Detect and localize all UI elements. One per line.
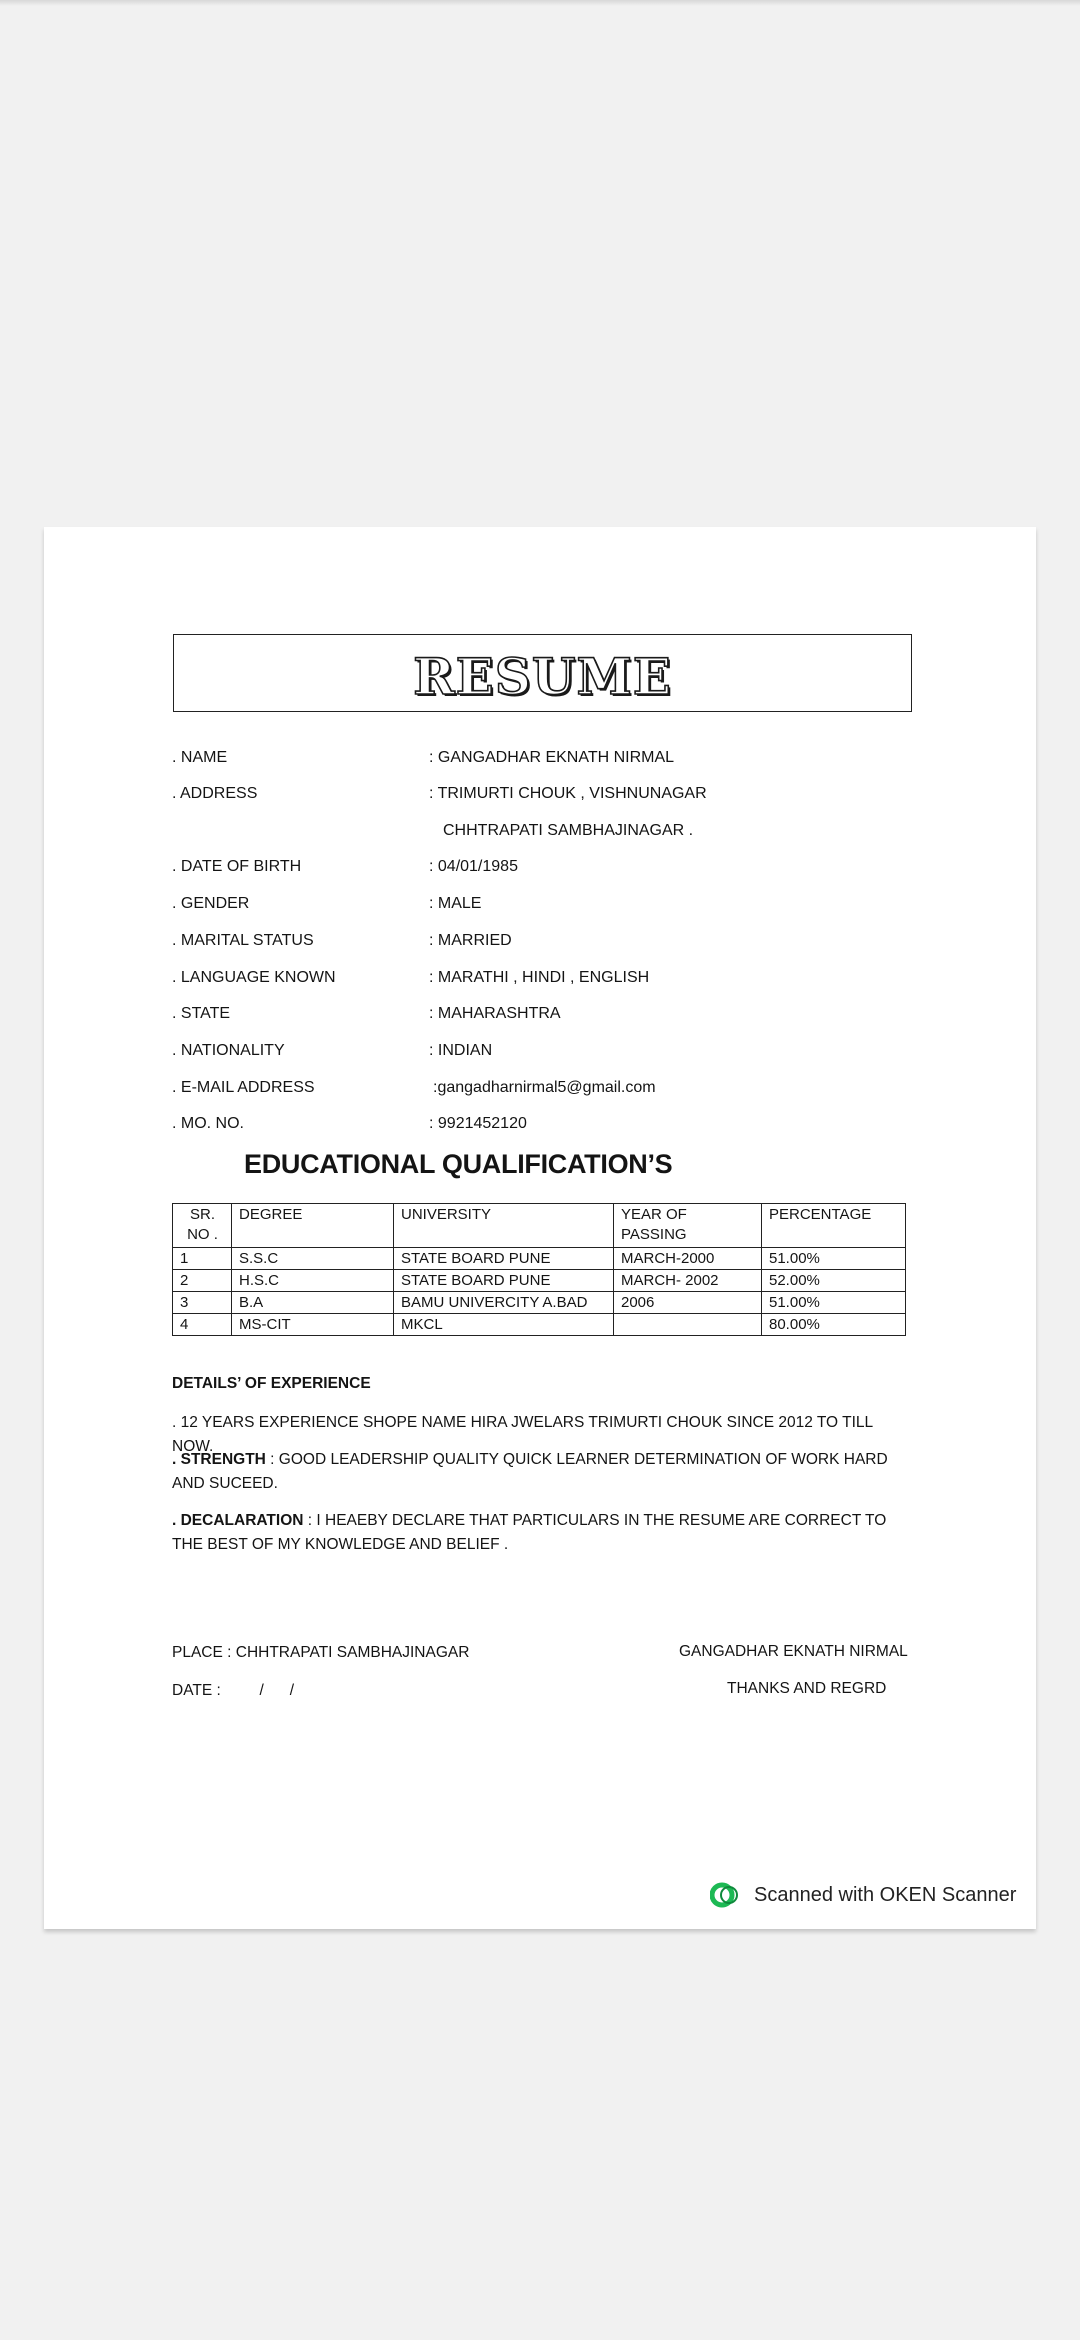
table-row xyxy=(173,1248,906,1270)
table-cell: 80.00% xyxy=(762,1314,906,1336)
info-value: : MALE xyxy=(429,895,482,912)
resume-title-box xyxy=(173,634,912,712)
info-label: . E-MAIL ADDRESS xyxy=(172,1079,315,1096)
info-label: . MARITAL STATUS xyxy=(172,932,314,949)
table-cell: STATE BOARD PUNE xyxy=(394,1248,614,1270)
table-header-cell: UNIVERSITY xyxy=(394,1204,614,1248)
table-cell: 51.00% xyxy=(762,1248,906,1270)
info-value: : GANGADHAR EKNATH NIRMAL xyxy=(429,749,675,766)
table-cell: S.S.C xyxy=(232,1248,394,1270)
table-cell xyxy=(614,1314,762,1336)
info-row-nationality xyxy=(172,1042,892,1070)
info-row-name xyxy=(172,749,892,777)
info-row-gender xyxy=(172,895,892,923)
oken-scanner-logo-icon xyxy=(710,1882,740,1908)
table-cell: 51.00% xyxy=(762,1292,906,1314)
table-cell: 3 xyxy=(173,1292,232,1314)
strength-paragraph xyxy=(172,1448,912,1496)
table-cell: B.A xyxy=(232,1292,394,1314)
info-row-state xyxy=(172,1005,892,1033)
info-row-address xyxy=(172,785,892,813)
table-cell: 2006 xyxy=(614,1292,762,1314)
table-row xyxy=(173,1314,906,1336)
closing-text: THANKS AND REGRD xyxy=(727,1680,887,1697)
info-row-language xyxy=(172,969,892,997)
info-row-mobile xyxy=(172,1115,892,1143)
table-cell: 52.00% xyxy=(762,1270,906,1292)
top-shade xyxy=(0,0,1080,6)
table-cell: 2 xyxy=(173,1270,232,1292)
table-cell: 1 xyxy=(173,1248,232,1270)
strength-label: . STRENGTH xyxy=(172,1451,266,1468)
education-heading: EDUCATIONAL QUALIFICATION’S xyxy=(244,1149,673,1179)
table-header-cell: YEAR OF PASSING xyxy=(614,1204,762,1248)
info-label: . ADDRESS xyxy=(172,785,258,802)
info-value: : MARATHI , HINDI , ENGLISH xyxy=(429,969,650,986)
info-row-marital-status xyxy=(172,932,892,960)
info-value: : MAHARASHTRA xyxy=(429,1005,561,1022)
info-label: . DATE OF BIRTH xyxy=(172,858,302,875)
info-value: :gangadharnirmal5@gmail.com xyxy=(433,1079,656,1096)
info-value: CHHTRAPATI SAMBHAJINAGAR . xyxy=(443,822,694,839)
scanned-document-page xyxy=(44,527,1036,1929)
info-label: . MO. NO. xyxy=(172,1115,244,1132)
date-line: DATE : / / xyxy=(172,1682,295,1699)
place-line: PLACE : CHHTRAPATI SAMBHAJINAGAR xyxy=(172,1644,470,1661)
info-label: . LANGUAGE KNOWN xyxy=(172,969,336,986)
table-cell: MARCH-2000 xyxy=(614,1248,762,1270)
signature-name: GANGADHAR EKNATH NIRMAL xyxy=(679,1643,908,1660)
table-cell: 4 xyxy=(173,1314,232,1336)
table-header-cell: PERCENTAGE xyxy=(762,1204,906,1248)
info-value: : 04/01/1985 xyxy=(429,858,518,875)
info-label: . NATIONALITY xyxy=(172,1042,285,1059)
table-header-cell: DEGREE xyxy=(232,1204,394,1248)
table-cell: STATE BOARD PUNE xyxy=(394,1270,614,1292)
info-label: . GENDER xyxy=(172,895,250,912)
declaration-paragraph xyxy=(172,1509,912,1557)
resume-title: RESUME xyxy=(413,646,672,706)
info-label: . NAME xyxy=(172,749,228,766)
declaration-label: . DECALARATION xyxy=(172,1512,304,1529)
table-header-row xyxy=(173,1204,906,1248)
table-header-cell: SR. NO . xyxy=(173,1204,232,1248)
info-label: . STATE xyxy=(172,1005,231,1022)
info-row-dob xyxy=(172,858,892,886)
info-value: : TRIMURTI CHOUK , VISHNUNAGAR xyxy=(429,785,707,802)
table-row xyxy=(173,1292,906,1314)
table-cell: MS-CIT xyxy=(232,1314,394,1336)
experience-text: . 12 YEARS EXPERIENCE SHOPE NAME HIRA JWELARS TRIMURTI CHOUK SINCE 2012 TO TILL NOW. xyxy=(172,1414,873,1455)
table-cell: MARCH- 2002 xyxy=(614,1270,762,1292)
table-cell: BAMU UNIVERCITY A.BAD xyxy=(394,1292,614,1314)
experience-heading: DETAILS’ OF EXPERIENCE xyxy=(172,1375,371,1392)
table-cell: H.S.C xyxy=(232,1270,394,1292)
table-cell: MKCL xyxy=(394,1314,614,1336)
declaration-text: : I HEAEBY DECLARE THAT PARTICULARS IN THE RESUME ARE CORRECT TO THE BEST OF MY KNOWLEDGE AND BELIEF . xyxy=(172,1512,887,1553)
table-row xyxy=(173,1270,906,1292)
info-value: : INDIAN xyxy=(429,1042,493,1059)
info-value: : 9921452120 xyxy=(429,1115,527,1132)
info-row-address-cont xyxy=(172,822,892,850)
strength-text: : GOOD LEADERSHIP QUALITY QUICK LEARNER DETERMINATION OF WORK HARD AND SUCEED. xyxy=(172,1451,888,1492)
education-table xyxy=(172,1203,906,1336)
scanner-watermark-text: Scanned with OKEN Scanner xyxy=(754,1883,1017,1906)
info-value: : MARRIED xyxy=(429,932,512,949)
scanner-watermark xyxy=(710,1882,1016,1908)
info-row-email xyxy=(172,1079,892,1107)
